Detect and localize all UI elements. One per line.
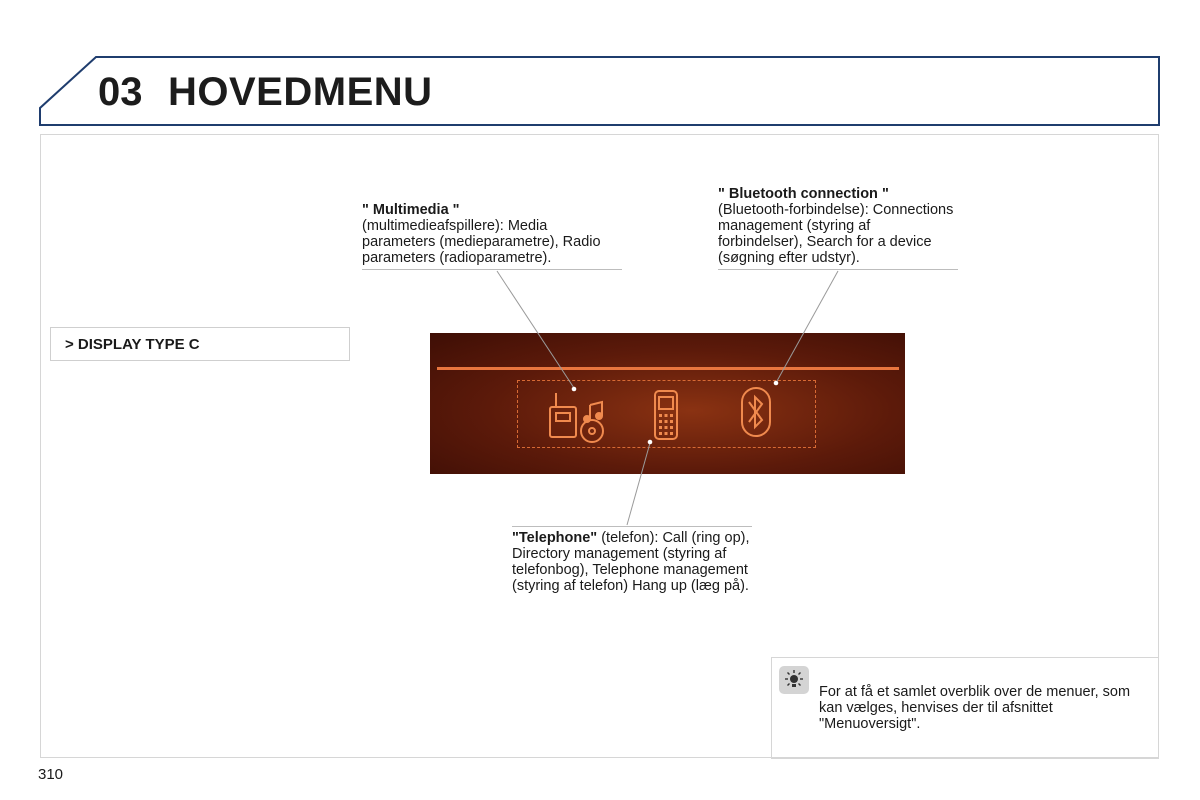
- display-type-label: > DISPLAY TYPE C: [50, 327, 350, 361]
- bluetooth-callout-title: " Bluetooth connection ": [718, 186, 889, 202]
- chapter-number: 03: [98, 70, 143, 114]
- multimedia-icon[interactable]: [546, 391, 616, 443]
- multimedia-callout-title: " Multimedia ": [362, 202, 460, 218]
- telephone-callout-text: (telefon): Call (ring op), Directory management (styring af telefonbog), Telephone management (styring af telefon) Hang up (læg på).: [512, 530, 750, 594]
- display-screen: [430, 333, 905, 474]
- multimedia-callout: [362, 202, 622, 270]
- bluetooth-callout-text: (Bluetooth-forbindelse): Connections management (styring af forbindelser), Search for a device (søgning efter udstyr).: [718, 202, 954, 266]
- telephone-callout-title: "Telephone": [512, 530, 598, 546]
- telephone-callout: [512, 526, 752, 594]
- page-number: 310: [38, 766, 64, 783]
- telephone-icon[interactable]: [652, 389, 680, 441]
- chapter-title: HOVEDMENU: [168, 70, 433, 114]
- lightbulb-icon: [779, 666, 809, 694]
- tip-text: For at få et samlet overblik over de menuer, som kan vælges, henvises der til afsnittet "Menuoversigt".: [819, 684, 1131, 732]
- multimedia-callout-text: (multimedieafspillere): Media parameters (medieparametre), Radio parameters (radioparametre).: [362, 218, 601, 266]
- bluetooth-icon[interactable]: [740, 386, 772, 438]
- screen-top-bar: [437, 367, 899, 370]
- bluetooth-callout: [718, 186, 958, 270]
